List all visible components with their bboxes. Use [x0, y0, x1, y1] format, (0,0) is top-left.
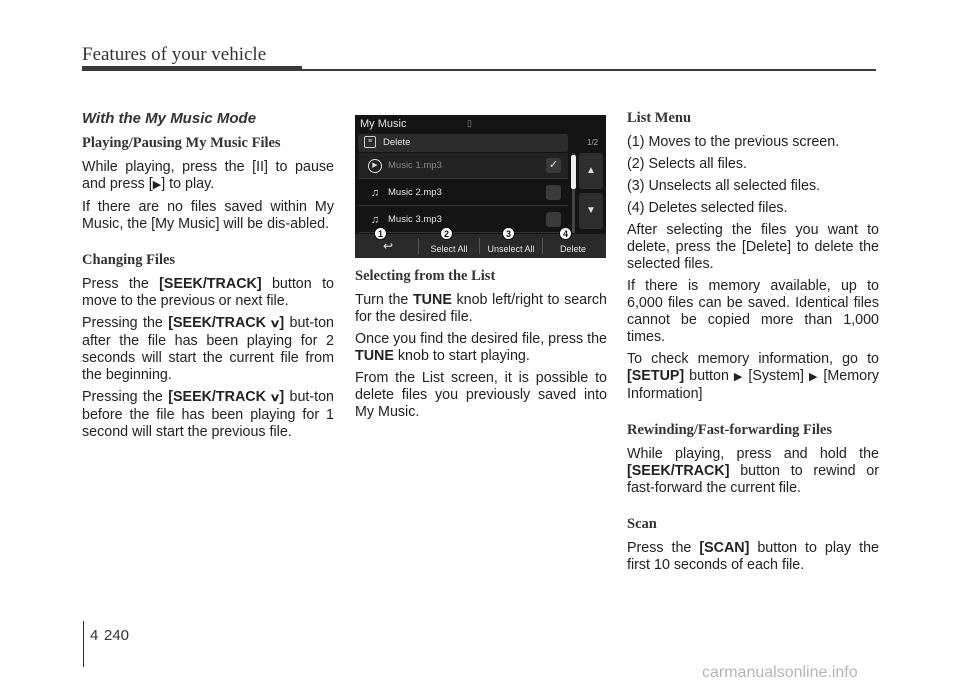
callout-marker-4: 4 — [559, 227, 572, 240]
paragraph-delete-files: From the List screen, it is possible to delete files you previously saved into My Music. — [355, 370, 607, 420]
header-rule-thin — [302, 69, 876, 71]
arrow-right-icon: ▶ — [733, 371, 744, 383]
list-menu-item-4: (4) Deletes selected files. — [627, 200, 788, 216]
callout-marker-2: 2 — [440, 227, 453, 240]
watermark: carmanualsonline.info — [702, 664, 858, 681]
page-header-title: Features of your vehicle — [82, 44, 267, 65]
screen-title: My Music — [360, 118, 407, 130]
setup-label: [SETUP] — [627, 368, 685, 384]
paragraph-tune-search: Turn the TUNE knob left/right to search for the desired file. — [355, 292, 607, 325]
heading-playing-pausing: Playing/Pausing My Music Files — [82, 135, 281, 151]
paragraph-scan: Press the [SCAN] button to play the first 10 seconds of each file. — [627, 540, 879, 573]
heading-rewind-ff: Rewinding/Fast-forwarding Files — [627, 422, 833, 438]
chapter-number: 4 — [90, 627, 99, 644]
list-item-label: Music 2.mp3 — [388, 187, 442, 198]
checkbox[interactable] — [546, 212, 561, 227]
chevron-down-icon: ∨ — [269, 318, 281, 330]
scroll-up-button[interactable]: ▲ — [579, 153, 603, 189]
column-middle — [355, 268, 607, 426]
paragraph-rewind-ff: While playing, press and hold the [SEEK/TRACK] button to rewind or fast-forward the current file. — [627, 446, 879, 496]
paragraph-pause-play: While playing, press the [II] to pause and press [▶] to play. — [82, 159, 334, 192]
list-item-label: Music 1.mp3 — [388, 160, 442, 171]
back-button[interactable]: ↩ — [382, 239, 394, 253]
section-title-my-music-mode: With the My Music Mode — [82, 110, 257, 127]
paragraph-seek-track: Press the [SEEK/TRACK] button to move to the previous or next file. — [82, 276, 334, 309]
paragraph-tune-play: Once you find the desired file, press the TUNE knob to start playing. — [355, 331, 607, 364]
music-note-icon: ♫ — [370, 187, 380, 199]
play-icon: ▶ — [152, 179, 162, 191]
checkbox-checked[interactable]: ✓ — [546, 158, 561, 173]
delete-button[interactable]: Delete — [559, 244, 586, 254]
scroll-down-button[interactable]: ▼ — [579, 193, 603, 229]
header-rule-thick — [82, 66, 302, 71]
seek-track-label: [SEEK/TRACK] — [627, 463, 730, 479]
callout-marker-1: 1 — [374, 227, 387, 240]
scan-label: [SCAN] — [699, 540, 750, 556]
heading-scan: Scan — [627, 516, 657, 532]
delete-mode-label: Delete — [383, 137, 411, 148]
select-all-button[interactable]: Select All — [430, 244, 468, 254]
footer-rule — [83, 621, 84, 667]
page-indicator: 1/2 — [587, 138, 599, 147]
unselect-all-button[interactable]: Unselect All — [487, 244, 535, 254]
paragraph-memory-capacity: If there is memory available, up to 6,000 files can be saved. Identical files cannot be copied more than 1,000 times. — [627, 278, 879, 345]
list-icon: ≡ — [364, 136, 376, 148]
list-item[interactable] — [358, 180, 568, 206]
list-menu-item-3: (3) Unselects all selected files. — [627, 178, 821, 194]
paragraph-seek-after-2s: Pressing the [SEEK/TRACK ∨] but-ton after the file has been playing for 2 seconds will start the current file from the beginning. — [82, 315, 334, 383]
paragraph-seek-before-1s: Pressing the [SEEK/TRACK ∨] but-ton before the file has been playing for 1 second will start the previous file. — [82, 389, 334, 440]
callout-marker-3: 3 — [502, 227, 515, 240]
column-left — [82, 110, 334, 446]
music-note-icon: ♫ — [370, 214, 380, 226]
page-number: 240 — [104, 627, 130, 644]
tune-label: TUNE — [412, 292, 452, 308]
column-right — [627, 110, 879, 579]
paragraph-no-files: If there are no files saved within My Music, the [My Music] will be dis-abled. — [82, 199, 334, 232]
paragraph-delete-selected: After selecting the files you want to delete, press the [Delete] to delete the selected files. — [627, 222, 879, 272]
my-music-screen-illustration — [355, 115, 606, 258]
list-menu-item-1: (1) Moves to the previous screen. — [627, 134, 840, 150]
usb-icon: ▯ — [467, 118, 472, 128]
list-menu-item-2: (2) Selects all files. — [627, 156, 747, 172]
play-icon: ▶ — [368, 159, 382, 173]
list-item-label: Music 3.mp3 — [388, 214, 442, 225]
checkbox[interactable] — [546, 185, 561, 200]
heading-selecting-list: Selecting from the List — [355, 268, 496, 284]
tune-label: TUNE — [355, 348, 394, 364]
heading-changing-files: Changing Files — [82, 252, 176, 268]
list-item[interactable] — [358, 153, 568, 179]
seek-track-label: [SEEK/TRACK] — [159, 276, 262, 292]
list-item[interactable] — [358, 207, 568, 233]
arrow-right-icon: ▶ — [808, 371, 819, 383]
scrollbar-thumb[interactable] — [571, 155, 576, 189]
chevron-down-icon: ∨ — [269, 392, 281, 404]
heading-list-menu: List Menu — [627, 110, 692, 126]
paragraph-memory-info: To check memory information, go to [SETUP] button ▶ [System] ▶ [Memory Information] — [627, 351, 879, 402]
